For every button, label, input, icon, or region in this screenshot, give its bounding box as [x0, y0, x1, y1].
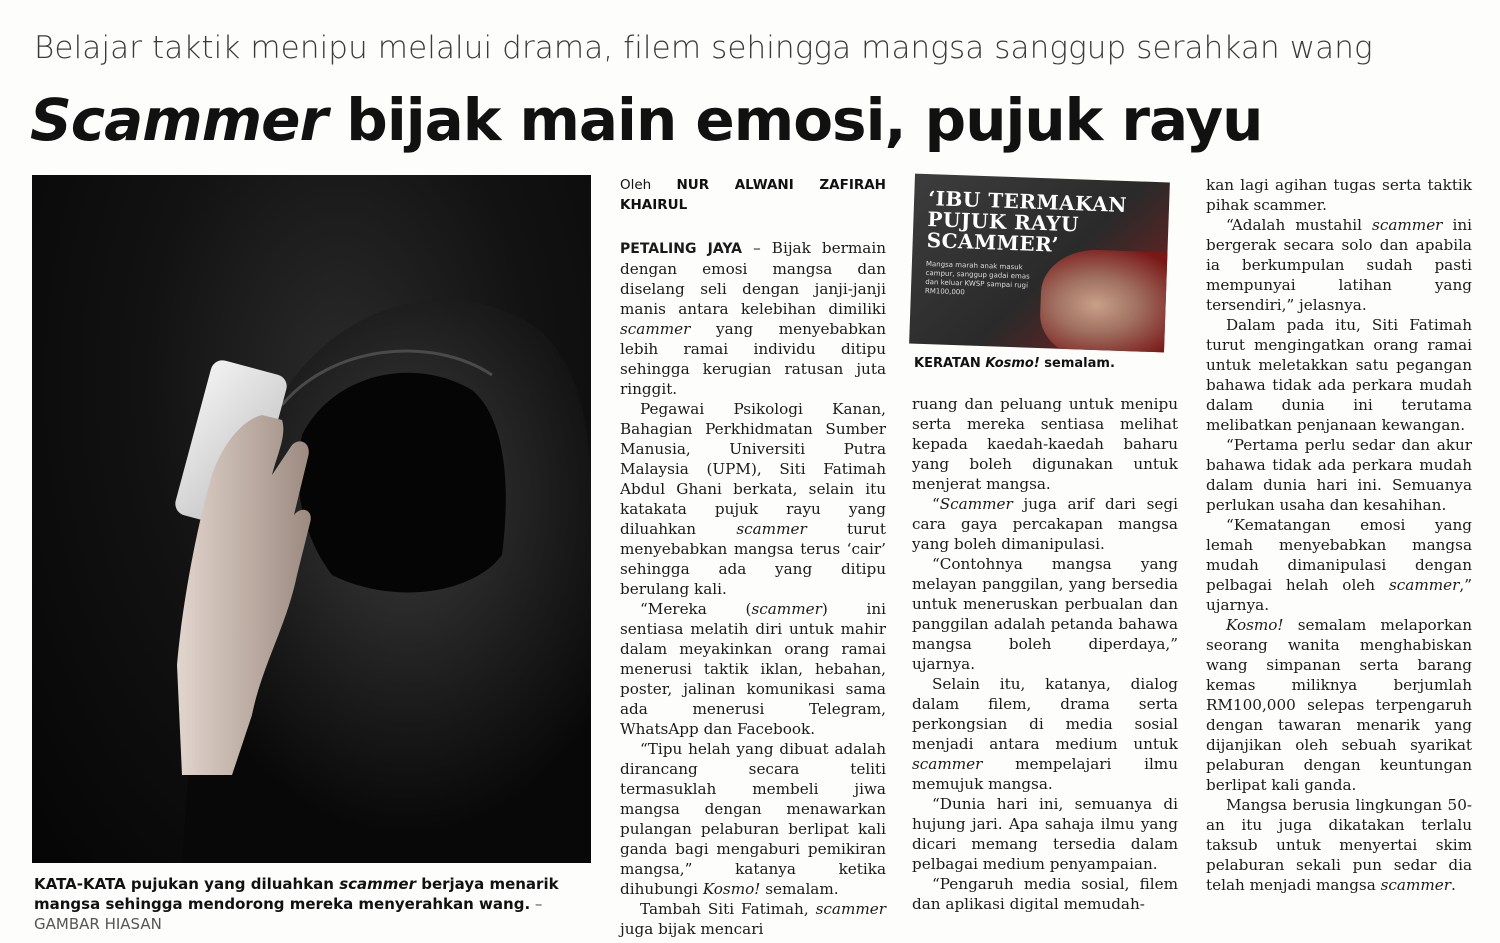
clipping-caption — [914, 356, 1174, 371]
paragraph: “Dunia hari ini, semuanya di hujung jari. Apa sahaja ilmu yang dicari memang tersedia dalam pelbagai medium penyampaian. — [912, 795, 1178, 873]
byline-author: NUR ALWANI ZAFIRAH KHAIRUL — [620, 177, 886, 213]
text: KERATAN — [914, 356, 986, 371]
paragraph — [912, 674, 1178, 794]
text: Pegawai Psikologi Kanan, Bahagian Perkhidmatan Sumber Manusia, Universiti Putra Malaysia (UPM), Siti Fatimah Abdul Ghani berkata, selain itu katakata pujuk rayu yang diluahkan — [620, 400, 886, 538]
article-column-3 — [1206, 175, 1472, 895]
text: “Tipu helah yang dibuat adalah dirancang secara teliti termasuklah membeli jiwa mangsa dengan menawarkan pulangan pelaburan berlipat kali ganda bagi mengaburi pemikiran mangsa,” katanya ketika dihubungi — [620, 740, 886, 898]
text: “Kematangan emosi yang lemah menyebabkan mangsa mudah dimanipulasi dengan pelbagai helah oleh — [1206, 516, 1472, 594]
byline — [620, 175, 886, 215]
italic-text: scammer — [912, 755, 983, 773]
text: “Adalah mustahil — [1226, 216, 1373, 234]
article-column-1 — [620, 175, 886, 939]
paragraph — [620, 238, 886, 399]
paragraph: ruang dan peluang untuk menipu serta mereka sentiasa melihat kepada kaedah-kaedah baharu yang boleh digunakan untuk menjerat mangsa. — [912, 395, 1178, 493]
headline-italic-word: Scammer — [30, 86, 328, 154]
paragraph — [620, 899, 886, 939]
text: semalam. — [760, 880, 839, 898]
article-kicker: Belajar taktik menipu melalui drama, filem sehingga mangsa sanggup serahkan wang — [34, 30, 1373, 66]
paragraph: “Pengaruh media sosial, filem dan aplikasi digital memudah- — [912, 875, 1178, 913]
dateline: PETALING JAYA — [620, 241, 742, 257]
newspaper-clipping-image — [909, 174, 1170, 353]
text: Mangsa berusia lingkungan 50-an itu juga dikatakan terlalu taksub untuk menyertai skim pelaburan sekali pun sedar dia telah menjadi mangsa — [1206, 796, 1472, 894]
paragraph — [620, 599, 886, 739]
italic-text: scammer — [620, 320, 691, 338]
paragraph: Dalam pada itu, Siti Fatimah turut mengingatkan orang ramai untuk meletakkan satu pegangan bahawa tidak ada perkara mudah dalam dunia ini terutama melibatkan penjanaan kewangan. — [1206, 316, 1472, 434]
text: ,” ujarnya. — [1206, 576, 1472, 614]
text: . — [1451, 876, 1456, 894]
caption-text-2: berjaya menarik mangsa sehingga mendorong mereka menyerahkan wang. — [34, 875, 559, 913]
clipping-subtext: Mangsa marah anak masuk campur, sanggup gadai emas dan keluar KWSP sampai rugi RM100,000 — [924, 260, 1030, 297]
text: Tambah Siti Fatimah, — [640, 900, 816, 918]
italic-text: scammer — [1380, 876, 1451, 894]
paragraph — [1206, 515, 1472, 615]
text: – Bijak bermain dengan emosi mangsa dan diselang seli dengan janji-janji manis antara kelebihan dimiliki — [620, 239, 886, 318]
paragraph: kan lagi agihan tugas serta taktik pihak scammer. — [1206, 176, 1472, 214]
text: semalam. — [1039, 356, 1115, 371]
italic-text: Kosmo! — [985, 356, 1040, 371]
italic-text: scammer — [751, 600, 822, 618]
clipping-photo — [1039, 248, 1170, 352]
text: ) ini sentiasa melatih diri untuk mahir dalam meyakinkan orang ramai menerusi taktik iklan, hebahan, poster, jalinan komunikasi sama ada menerusi Telegram, WhatsApp dan Facebook. — [620, 600, 886, 738]
caption-italic: scammer — [339, 875, 416, 893]
italic-text: Scammer — [939, 495, 1013, 513]
clipping-headline: ‘IBU TERMAKAN PUJUK RAYU SCAMMER’ — [926, 186, 1128, 257]
hooded-figure-photo — [32, 175, 591, 863]
article-headline — [30, 84, 1480, 156]
italic-text: Kosmo! — [1226, 616, 1284, 634]
photo-credit: – GAMBAR HIASAN — [34, 895, 543, 933]
italic-text: Kosmo! — [702, 880, 761, 898]
text: mempelajari ilmu memujuk mangsa. — [912, 755, 1178, 793]
caption-text: KATA-KATA pujukan yang diluahkan — [34, 875, 340, 893]
paragraph — [1206, 795, 1472, 895]
italic-text: scammer — [736, 520, 807, 538]
text: ini bergerak secara solo dan apabila ia berkumpulan sudah pasti mempunyai latihan yang tersendiri,” jelasnya. — [1206, 216, 1473, 314]
photo-caption — [34, 874, 594, 934]
text: “Mereka ( — [640, 600, 752, 618]
paragraph — [620, 739, 886, 899]
text: juga bijak mencari — [620, 920, 764, 938]
article-column-2 — [912, 394, 1178, 914]
italic-text: scammer — [1389, 576, 1460, 594]
italic-text: scammer — [1372, 216, 1443, 234]
hooded-figure-illustration — [32, 175, 591, 863]
italic-text: scammer — [815, 900, 886, 918]
headline-rest: bijak main emosi, pujuk rayu — [327, 86, 1263, 154]
paragraph — [912, 494, 1178, 554]
text: “ — [932, 495, 940, 513]
text: semalam melaporkan seorang wanita menghabiskan wang simpanan serta barang kemas miliknya berjumlah RM100,000 selepas terpengaruh dengan tawaran menarik yang dijanjikan oleh sebuah syarikat pelaburan dengan keuntungan berlipat kali ganda. — [1206, 616, 1472, 794]
byline-prefix: Oleh — [620, 177, 677, 193]
text: Selain itu, katanya, dialog dalam filem, drama serta perkongsian di media sosial menjadi antara medium untuk — [912, 675, 1178, 753]
paragraph: “Pertama perlu sedar dan akur bahawa tidak ada perkara mudah dalam dunia hari ini. Semuanya perlukan usaha dan kesahihan. — [1206, 436, 1472, 514]
paragraph — [620, 399, 886, 599]
text: juga arif dari segi cara gaya percakapan mangsa yang boleh dimanipulasi. — [912, 495, 1178, 553]
paragraph — [1206, 615, 1472, 795]
text: turut menyebabkan mangsa terus ‘cair’ sehingga ada yang ditipu berulang kali. — [620, 520, 886, 598]
paragraph — [1206, 215, 1472, 315]
paragraph: “Contohnya mangsa yang melayan panggilan, yang bersedia untuk meneruskan perbualan dan panggilan adalah petanda bahawa mangsa boleh diperdaya,” ujarnya. — [912, 555, 1178, 673]
text: yang menyebabkan lebih ramai individu ditipu sehingga kerugian ratusan juta ringgit. — [620, 320, 886, 398]
